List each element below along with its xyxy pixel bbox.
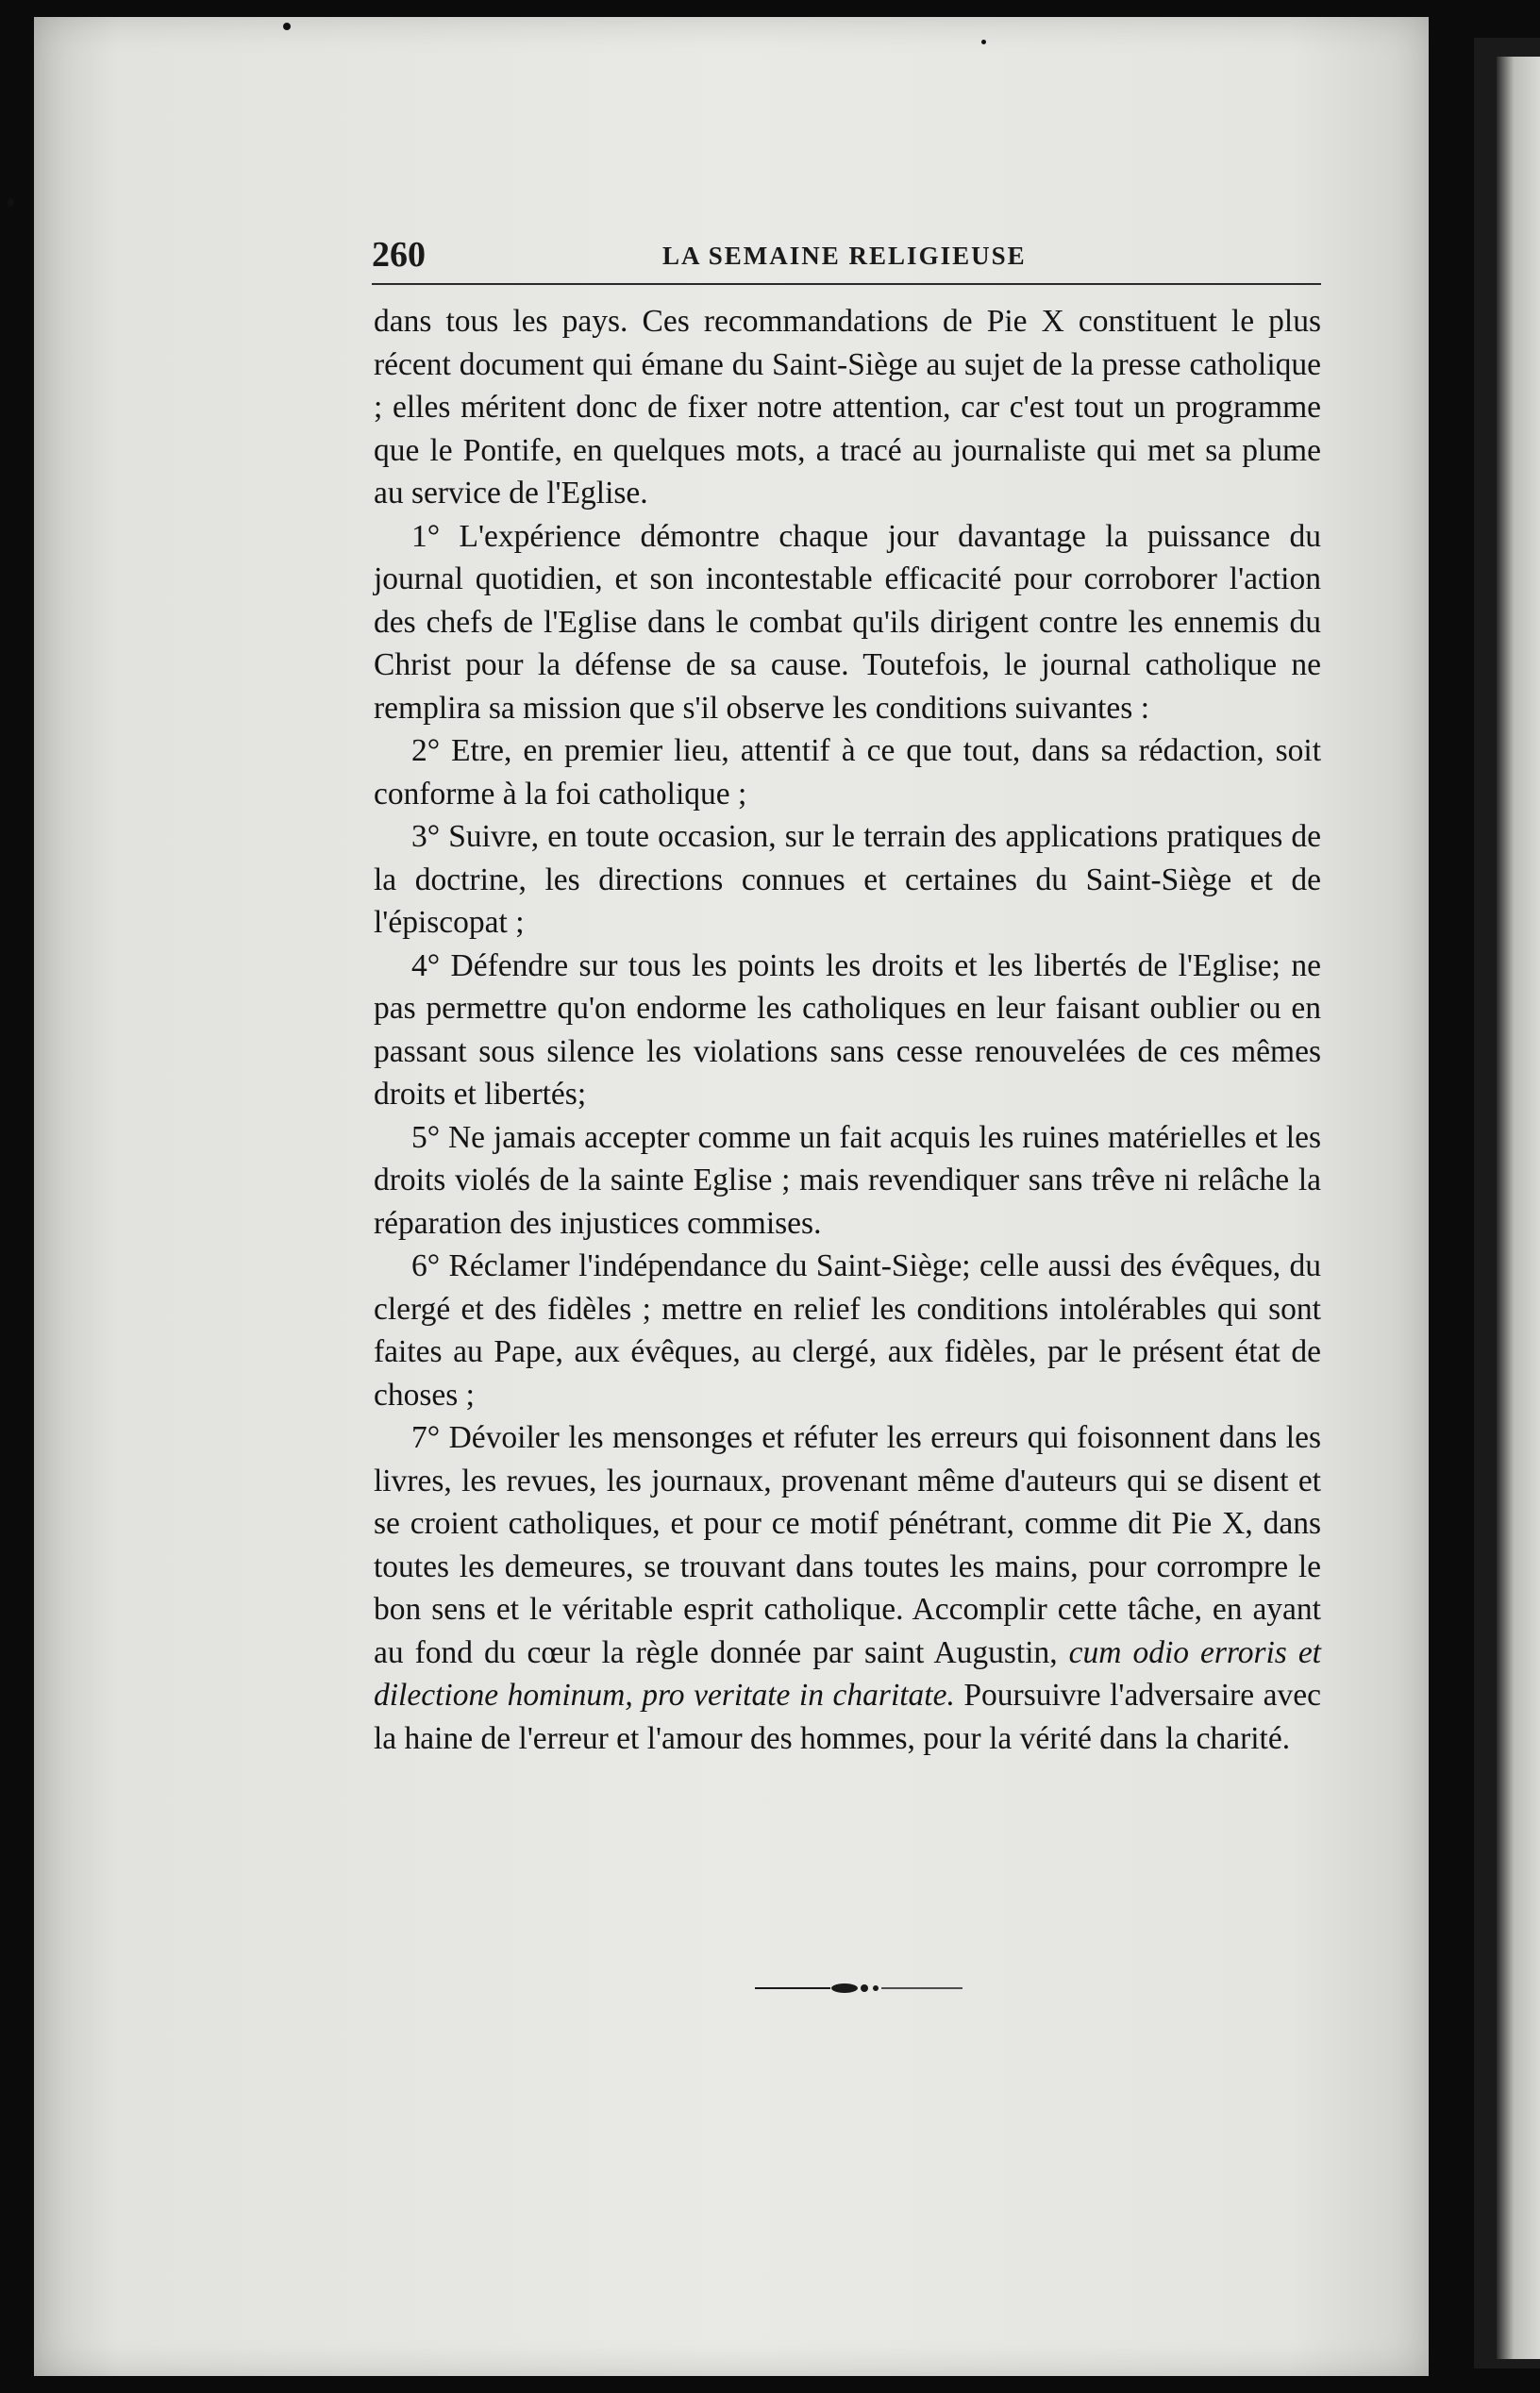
dust-speck	[8, 198, 14, 207]
body-text	[374, 300, 1321, 1760]
point-7-text: 7° Dévoiler les mensonges et réfuter les erreurs qui foisonnent dans les livres, les revues, les journaux, provenant même d'auteurs qui se disent et se croient catholiques, et pour ce motif pénétrant, comme dit Pie X, dans toutes les demeures, se trouvant dans toutes les mains, pour corrompre le bon sens et le véritable esprit catholique. Accomplir cette tâche, en ayant au fond du cœur la règle donnée par saint Augustin,	[374, 1420, 1321, 1670]
adjacent-page-edge	[1497, 57, 1540, 2359]
paragraph-point-3: 3° Suivre, en toute occasion, sur le terrain des applications pratiques de la doctrine, les directions connues et certaines du Saint-Siège et de l'épiscopat ;	[374, 819, 1321, 940]
paragraph-point-4: 4° Défendre sur tous les points les droits et les libertés de l'Eglise; ne pas permettre qu'on endorme les catholiques en leur faisant oublier ou en passant sous silence les violations sans cesse renouvelées de ces mêmes droits et libertés;	[374, 947, 1321, 1112]
page-header	[372, 234, 1321, 281]
dust-speck	[981, 40, 986, 44]
paragraph-point-1: 1° L'expérience démontre chaque jour davantage la puissance du journal quotidien, et son incontestable efficacité pour corroborer l'action des chefs de l'Eglise dans le combat qu'ils dirigent contre les ennemis du Christ pour la défense de sa cause. Toutefois, le journal catholique ne remplira sa mission que s'il observe les conditions suivantes :	[374, 518, 1321, 726]
latin-quote: cum odio erroris et dilectione hominum, pro veritate in charitate.	[374, 1634, 1321, 1713]
running-head: LA SEMAINE RELIGIEUSE	[662, 242, 1027, 270]
paragraph-point-5: 5° Ne jamais accepter comme un fait acquis les ruines matérielles et les droits violés de la sainte Eglise ; mais revendiquer sans trêve ni relâche la réparation des injustices commises.	[374, 1119, 1321, 1241]
page-number: 260	[372, 235, 426, 275]
paragraph-point-2: 2° Etre, en premier lieu, attentif à ce que tout, dans sa rédaction, soit conforme à la foi catholique ;	[374, 733, 1321, 812]
paragraph-point-7	[374, 1416, 1321, 1760]
intro-paragraph: dans tous les pays. Ces recommandations de Pie X constituent le plus récent document qui émane du Saint-Siège au sujet de la presse catholique ; elles méritent donc de fixer notre attention, car c'est tout un programme que le Pontife, en quelques mots, a tracé au journaliste qui met sa plume au service de l'Eglise.	[374, 304, 1321, 510]
end-ornament-icon	[755, 1982, 962, 1995]
dust-speck	[283, 23, 291, 30]
point-7-conclusion: Poursuivre l'adversaire avec la haine de l'erreur et l'amour des hommes, pour la vérité dans la charité.	[374, 1678, 1321, 1756]
paragraph-point-6: 6° Réclamer l'indépendance du Saint-Siège; celle aussi des évêques, du clergé et des fidèles ; mettre en relief les conditions intolérables qui sont faites au Pape, aux évêques, au clergé, aux fidèles, par le présent état de choses ;	[374, 1248, 1321, 1413]
header-rule	[372, 283, 1321, 285]
